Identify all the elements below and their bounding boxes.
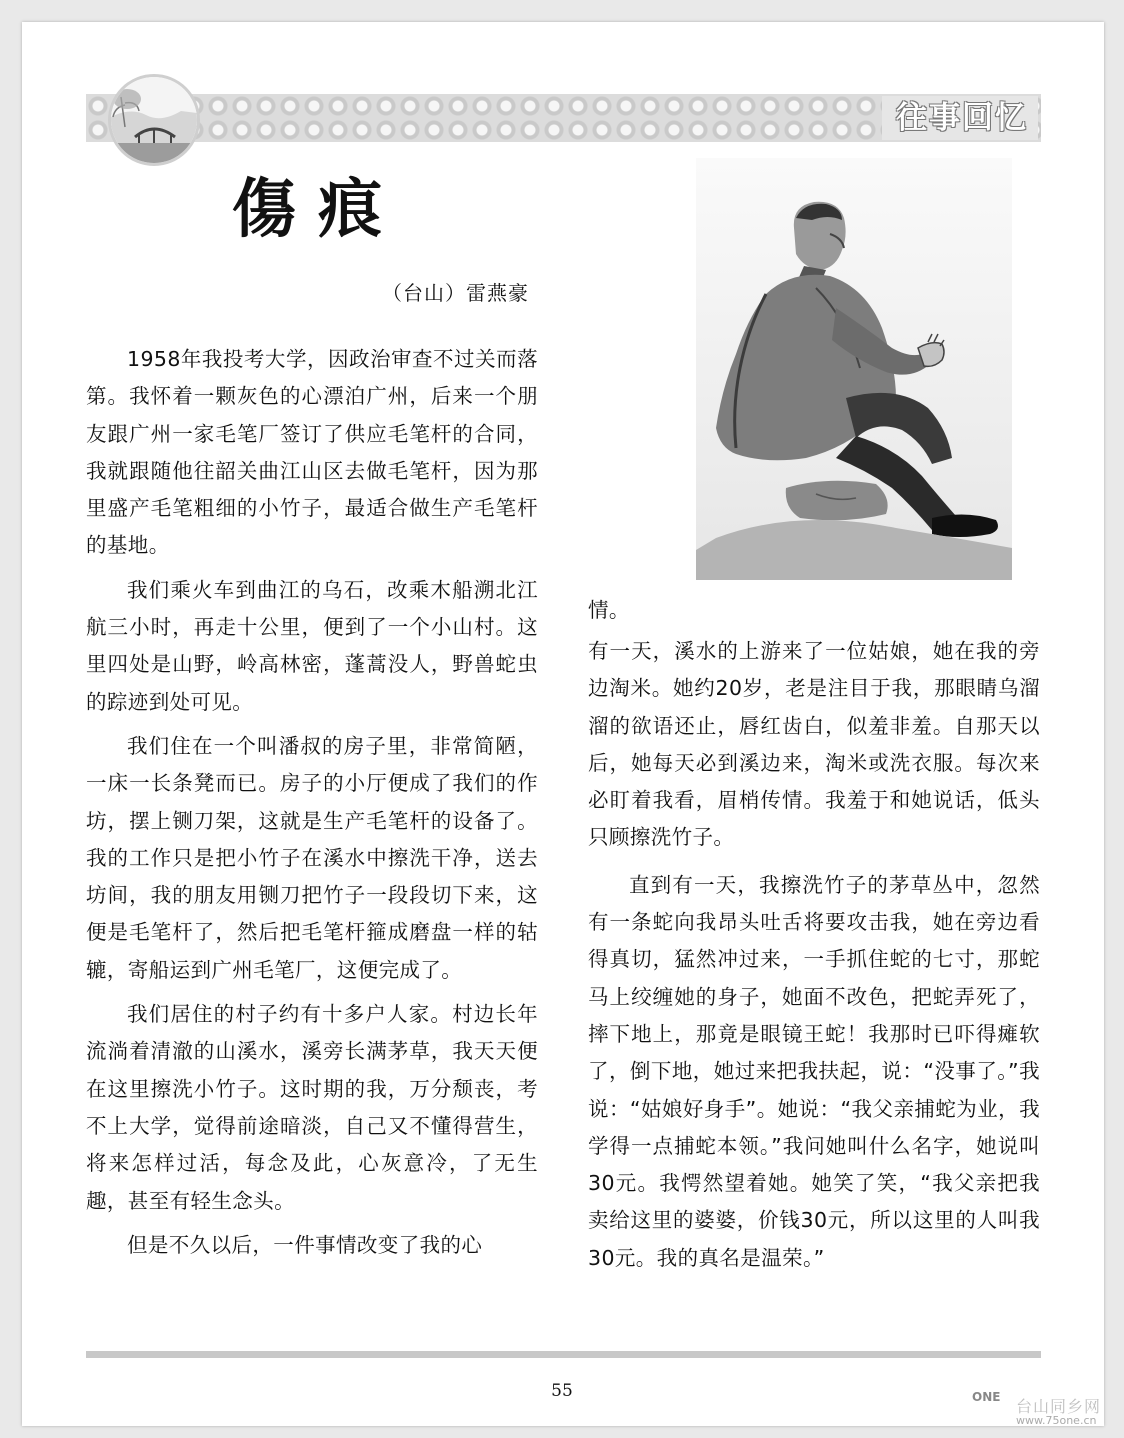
watermark-url: www.75one.cn [1016,1414,1097,1427]
article-author: （台山）雷燕豪 [382,281,529,305]
section-title: 往事回忆 [882,96,1038,140]
paragraph: 情。 [588,598,630,622]
paragraph: 直到有一天，我擦洗竹子的茅草丛中，忽然有一条蛇向我昂头吐舌将要攻击我，她在旁边看得真切，猛然冲过来，一手抓住蛇的七寸，那蛇马上绞缠她的身子，她面不改色，把蛇弄死了，摔下地上，那竟是眼镜王蛇！我那时已吓得瘫软了，倒下地，她过来把我扶起，说：“没事了。”我说：“姑娘好身手”。她说：“我父亲捕蛇为业，我学得一点捕蛇本领。”我问她叫什么名字，她说叫30元。我愕然望着她。她笑了笑，“我父亲把我卖给这里的婆婆，价钱30元，所以这里的人叫我30元。我的真名是温荣。” [588,872,1040,1270]
paragraph: 有一天，溪水的上游来了一位姑娘，她在我的旁边淘米。她约20岁，老是注目于我，那眼睛乌溜溜的欲语还止，唇红齿白，似羞非羞。自那天以后，她每天必到溪边来，淘米或洗衣服。每次来必盯着我看，眉梢传情。我羞于和她说话，低头只顾擦洗竹子。 [588,639,1040,850]
paragraph: 我们住在一个叫潘叔的房子里，非常简陋，一床一长条凳而已。房子的小厅便成了我们的作坊，摆上铡刀架，这就是生产毛笔杆的设备了。我的工作只是把小竹子在溪水中擦洗干净，送去坊间，我的朋友用铡刀把竹子一段段切下来，这便是毛笔杆了，然后把毛笔杆箍成磨盘一样的轱辘，寄船运到广州毛笔厂，这便完成了。 [86,733,538,982]
man-sitting-sketch-illustration [696,158,1012,580]
article-title: 傷痕 [232,172,404,247]
paragraph: 但是不久以后，一件事情改变了我的心 [127,1232,483,1257]
paragraph: 我们居住的村子约有十多户人家。村边长年流淌着清澈的山溪水，溪旁长满茅草，我天天便在这里擦洗小竹子。这时期的我，万分颓丧，考不上大学，觉得前途暗淡，自己又不懂得营生，将来怎样过活，每念及此，心灰意冷，了无生趣，甚至有轻生念头。 [86,1002,538,1213]
watermark-name: 台山同乡网 [1016,1397,1102,1416]
site-watermark [972,1390,1122,1434]
article-right-column [588,595,1040,1277]
paragraph: 1958年我投考大学，因政治审查不过关而落第。我怀着一颗灰色的心漂泊广州，后来一个朋友跟广州一家毛笔厂签订了供应毛笔杆的合同，我就跟随他往韶关曲江山区去做毛笔杆，因为那里盛产毛笔粗细的小竹子，最适合做生产毛笔杆的基地。 [86,347,538,558]
page-number: 55 [551,1381,573,1401]
paragraph: 我们乘火车到曲江的乌石，改乘木船溯北江航三小时，再走十公里，便到了一个小山村。这里四处是山野，岭高林密，蓬蒿没人，野兽蛇虫的踪迹到处可见。 [86,577,538,714]
watermark-logo: ONE [972,1390,1001,1404]
footer-divider [86,1351,1041,1358]
article-left-column [86,341,538,1264]
landscape-medallion-icon [108,74,200,166]
